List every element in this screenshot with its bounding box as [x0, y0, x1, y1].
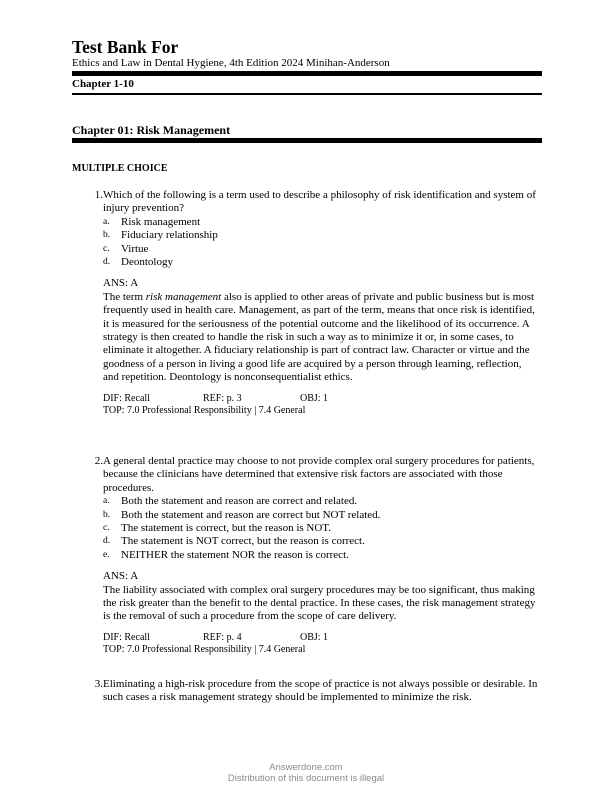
topic: TOP: 7.0 Professional Responsibility | 7.4 General: [103, 404, 306, 416]
question-number: 3.: [94, 678, 103, 690]
question-number: 1.: [94, 189, 103, 201]
answer-key: ANS: A: [103, 277, 139, 290]
answer-options: [103, 216, 540, 270]
chapter-range-rule: [72, 93, 542, 95]
topic: TOP: 7.0 Professional Responsibility | 7.4 General: [103, 643, 306, 655]
option-a: a. Both the statement and reason are correct and related.: [103, 495, 358, 508]
option-c: c. Virtue: [103, 242, 149, 255]
rationale-emphasis: risk management: [145, 290, 222, 303]
option-b: b. Both the statement and reason are correct but NOT related.: [103, 508, 381, 521]
option-e: e. NEITHER the statement NOR the reason is correct.: [103, 548, 349, 561]
difficulty: DIF: Recall: [103, 392, 150, 404]
watermark-notice: Distribution of this document is illegal: [227, 773, 385, 784]
question-stem: Eliminating a high-risk procedure from the scope of practice is not always possible or desirable. In such cases a risk management strategy should be implemented to minimize the risk.: [103, 678, 538, 704]
question-1: [72, 189, 542, 417]
section-heading: MULTIPLE CHOICE: [72, 163, 168, 174]
option-d: d. The statement is NOT correct, but the reason is correct.: [103, 535, 365, 548]
header-rule: [72, 71, 542, 76]
question-metadata: [103, 393, 540, 417]
option-c: c. The statement is correct, but the reason is NOT.: [103, 522, 331, 535]
option-a: a. Risk management: [103, 215, 201, 228]
answer-key: ANS: A: [103, 570, 139, 583]
reference: REF: p. 4: [203, 631, 242, 643]
option-d: d. Deontology: [103, 256, 173, 269]
question-stem: A general dental practice may choose to not provide complex oral surgery procedures for patients, because the clinicians have determined that extensive risk factors are associated with those procedures.: [103, 455, 535, 494]
chapter-title-rule: [72, 138, 542, 143]
answer-options: [103, 495, 540, 562]
option-b: b. Fiduciary relationship: [103, 229, 218, 242]
objective: OBJ: 1: [300, 392, 329, 404]
rationale: The term risk management also is applied to other areas of private and public business but is most frequently used in health care. Management, as part of the term, means that once risk is identified, it is measured for the seriousness of the potential outcome and the likelihood of its occurrence. A strategy is then created to handle the risk in such a way as to minimize it or, in some cases, to eliminate it altogether. A fiduciary relationship is part of contract law. Character or virtue and the goodness of a person in living a good life are acquired by a person through learning, reflection, and repetition. Deontology is nonconsequentialist ethics.: [103, 290, 535, 384]
rationale: The liability associated with complex oral surgery procedures may be too significant, thus making the risk greater than the benefit to the dental practice. In these cases, the risk management strategy is the removal of such a procedure from the scope of care delivery.: [103, 583, 536, 623]
difficulty: DIF: Recall: [103, 631, 150, 643]
question-metadata: [103, 632, 540, 656]
question-3: [72, 678, 542, 705]
question-stem: Which of the following is a term used to describe a philosophy of risk identification and system of injury prevention?: [103, 189, 536, 215]
chapter-title: Chapter 01: Risk Management: [72, 123, 231, 137]
chapter-range: Chapter 1-10: [72, 78, 134, 90]
document-subtitle: Ethics and Law in Dental Hygiene, 4th Edition 2024 Minihan-Anderson: [72, 57, 390, 69]
watermark-site: Answerdone.com: [269, 762, 343, 773]
reference: REF: p. 3: [203, 392, 242, 404]
document-title: Test Bank For: [72, 37, 179, 57]
question-2: [72, 455, 542, 656]
objective: OBJ: 1: [300, 631, 329, 643]
question-number: 2.: [94, 455, 103, 467]
